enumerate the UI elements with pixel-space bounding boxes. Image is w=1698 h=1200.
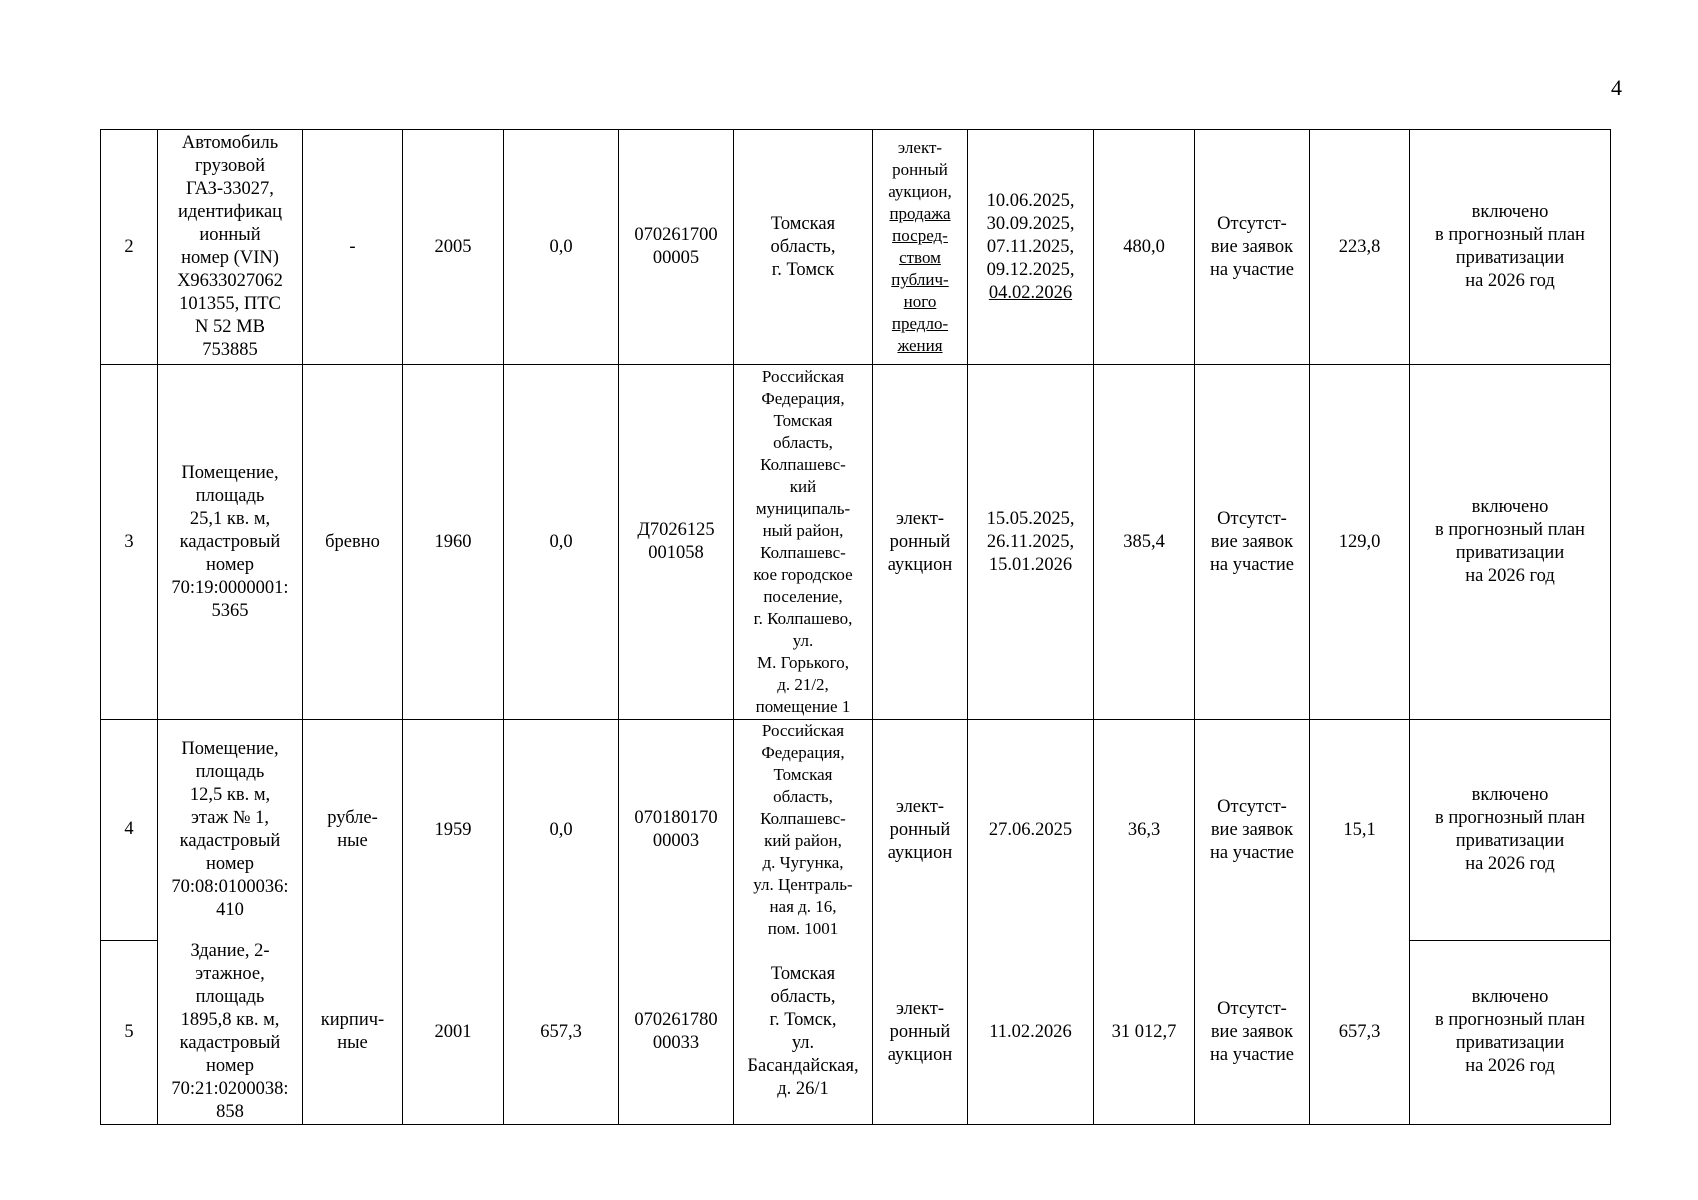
reg-number-cell: 070261700 00005 — [619, 130, 734, 365]
value-cell: 0,0 — [504, 130, 619, 365]
address-cell: Российская Федерация, Томская область, Колпашевс- кий район, д. Чугунка, ул. Централь- ная д. 16, пом. 1001 — [734, 720, 873, 941]
year-cell: 2005 — [403, 130, 504, 365]
reason-cell: Отсутст- вие заявок на участие — [1195, 365, 1310, 720]
auction-dates-cell: 10.06.2025, 30.09.2025, 07.11.2025, 09.12.2025, 04.02.2026 — [968, 130, 1094, 365]
row-number-cell: 5 — [101, 940, 158, 1125]
table-row — [101, 130, 1611, 365]
reason-cell: Отсутст- вие заявок на участие — [1195, 130, 1310, 365]
address-cell: Томская область, г. Томск, ул. Басандайская, д. 26/1 — [734, 940, 873, 1125]
reg-number-cell: 070261780 00033 — [619, 940, 734, 1125]
residual-value-cell: 15,1 — [1310, 720, 1410, 941]
sale-method-cell: элект- ронный аукцион — [873, 720, 968, 941]
material-cell: бревно — [303, 365, 403, 720]
table-row — [101, 940, 1611, 1125]
price-cell: 31 012,7 — [1094, 940, 1195, 1125]
object-name-cell: Здание, 2- этажное, площадь 1895,8 кв. м, кадастровый номер 70:21:0200038: 858 — [158, 940, 303, 1125]
residual-value-cell: 129,0 — [1310, 365, 1410, 720]
reason-cell: Отсутст- вие заявок на участие — [1195, 940, 1310, 1125]
auction-dates-cell: 15.05.2025, 26.11.2025, 15.01.2026 — [968, 365, 1094, 720]
reg-number-cell: 070180170 00003 — [619, 720, 734, 941]
year-cell: 1960 — [403, 365, 504, 720]
residual-value-cell: 657,3 — [1310, 940, 1410, 1125]
reason-cell: Отсутст- вие заявок на участие — [1195, 720, 1310, 941]
note-cell: включено в прогнозный план приватизации на 2026 год — [1410, 130, 1611, 365]
year-cell: 2001 — [403, 940, 504, 1125]
auction-dates-cell: 27.06.2025 — [968, 720, 1094, 941]
note-cell: включено в прогнозный план приватизации на 2026 год — [1410, 365, 1611, 720]
material-cell: рубле- ные — [303, 720, 403, 941]
price-cell: 36,3 — [1094, 720, 1195, 941]
material-cell: кирпич- ные — [303, 940, 403, 1125]
note-cell: включено в прогнозный план приватизации на 2026 год — [1410, 720, 1611, 941]
table-row — [101, 720, 1611, 941]
object-name-cell: Помещение, площадь 25,1 кв. м, кадастровый номер 70:19:0000001: 5365 — [158, 365, 303, 720]
row-number-cell: 2 — [101, 130, 158, 365]
material-cell: - — [303, 130, 403, 365]
address-cell: Томская область, г. Томск — [734, 130, 873, 365]
value-cell: 0,0 — [504, 365, 619, 720]
table-row — [101, 365, 1611, 720]
object-name-cell: Помещение, площадь 12,5 кв. м, этаж № 1, кадастровый номер 70:08:0100036: 410 — [158, 720, 303, 941]
reg-number-cell: Д7026125 001058 — [619, 365, 734, 720]
auction-dates-cell: 11.02.2026 — [968, 940, 1094, 1125]
sale-method-cell: элект- ронный аукцион — [873, 940, 968, 1125]
sale-method-cell: элект- ронный аукцион, продажа посред- ством публич- ного предло- жения — [873, 130, 968, 365]
price-cell: 480,0 — [1094, 130, 1195, 365]
property-table — [100, 129, 1611, 1125]
row-number-cell: 3 — [101, 365, 158, 720]
note-cell: включено в прогнозный план приватизации на 2026 год — [1410, 940, 1611, 1125]
sale-method-cell: элект- ронный аукцион — [873, 365, 968, 720]
object-name-cell: Автомобиль грузовой ГАЗ-33027, идентификац ионный номер (VIN) X9633027062 101355, ПТС N 52 MB 753885 — [158, 130, 303, 365]
residual-value-cell: 223,8 — [1310, 130, 1410, 365]
value-cell: 657,3 — [504, 940, 619, 1125]
address-cell: Российская Федерация, Томская область, Колпашевс- кий муниципаль- ный район, Колпашевс- кое городское поселение, г. Колпашево, ул. М. Горького, д. 21/2, помещение 1 — [734, 365, 873, 720]
value-cell: 0,0 — [504, 720, 619, 941]
page-number: 4 — [1611, 75, 1622, 100]
year-cell: 1959 — [403, 720, 504, 941]
row-number-cell: 4 — [101, 720, 158, 941]
price-cell: 385,4 — [1094, 365, 1195, 720]
